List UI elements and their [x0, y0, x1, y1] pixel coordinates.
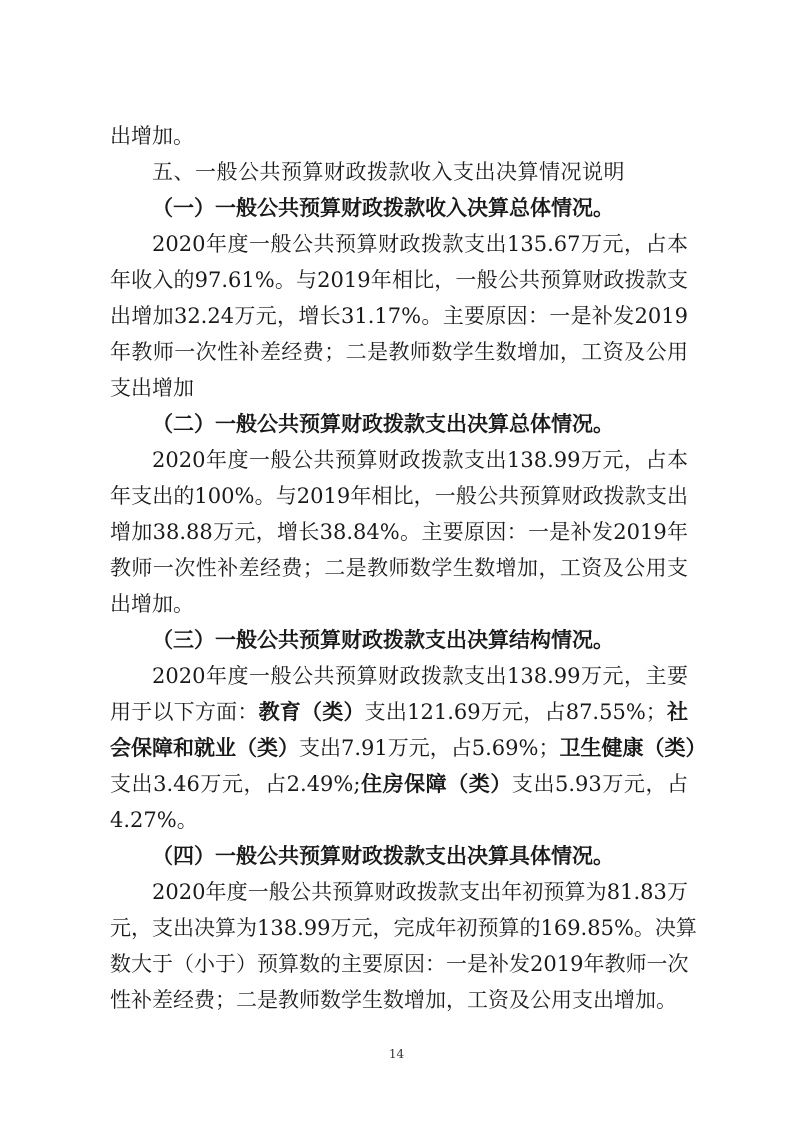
subsection-heading: （四）一般公共预算财政拨款支出决算具体情况。 [152, 843, 614, 868]
paragraph-line: 年支出的100%。与2019年相比，一般公共预算财政拨款支出 [110, 484, 688, 508]
paragraph-line: 年收入的97.61%。与2019年相比，一般公共预算财政拨款支 [110, 268, 688, 292]
category-label-health: 卫生健康（类） [559, 735, 707, 760]
category-label-education: 教育（类） [258, 699, 365, 724]
paragraph-line: 增加38.88万元，增长38.84%。主要原因：一是补发2019年 [110, 520, 688, 544]
category-label-social-security-end: 会保障和就业（类） [110, 735, 299, 760]
paragraph-line [110, 694, 688, 730]
text-run: 支出7.91万元，占5.69%； [299, 736, 560, 760]
paragraph-line: 年教师一次性补差经费；二是教师数学生数增加，工资及公用 [110, 340, 688, 364]
paragraph-line: 2020年度一般公共预算财政拨款支出135.67万元，占本 [152, 232, 688, 256]
paragraph-line [110, 730, 707, 766]
paragraph-line: 出增加。 [110, 124, 194, 148]
text-run: 支出3.46万元，占2.49%; [110, 772, 361, 796]
category-label-social-security-start: 社 [666, 699, 689, 724]
page-number: 14 [388, 1047, 405, 1061]
section-heading: 五、一般公共预算财政拨款收入支出决算情况说明 [152, 160, 625, 184]
paragraph-line [110, 766, 688, 802]
paragraph-line: 4.27%。 [110, 808, 198, 832]
paragraph-line: 出增加32.24万元，增长31.17%。主要原因：一是补发2019 [110, 304, 688, 328]
paragraph-line: 2020年度一般公共预算财政拨款支出138.99万元，主要 [152, 664, 688, 688]
paragraph-line: 2020年度一般公共预算财政拨款支出年初预算为81.83万 [152, 880, 688, 904]
subsection-heading: （二）一般公共预算财政拨款支出决算总体情况。 [152, 411, 614, 436]
paragraph-line: 元，支出决算为138.99万元，完成年初预算的169.85%。决算 [110, 916, 697, 940]
text-run: 支出121.69万元，占87.55%； [364, 700, 667, 724]
text-run: 支出5.93万元，占 [511, 772, 689, 796]
paragraph-line: 2020年度一般公共预算财政拨款支出138.99万元，占本 [152, 448, 688, 472]
paragraph-line: 出增加。 [110, 592, 194, 616]
subsection-heading: （一）一般公共预算财政拨款收入决算总体情况。 [152, 195, 614, 220]
subsection-heading: （三）一般公共预算财政拨款支出决算结构情况。 [152, 627, 614, 652]
paragraph-line: 数大于（小于）预算数的主要原因：一是补发2019年教师一次 [110, 952, 689, 976]
paragraph-line: 支出增加 [110, 376, 194, 400]
paragraph-line: 性补差经费；二是教师数学生数增加，工资及公用支出增加。 [110, 988, 677, 1012]
document-body [110, 118, 707, 1018]
paragraph-line: 教师一次性补差经费；二是教师数学生数增加，工资及公用支 [110, 556, 688, 580]
text-run: 用于以下方面： [110, 700, 259, 724]
category-label-housing: 住房保障（类） [360, 771, 512, 796]
